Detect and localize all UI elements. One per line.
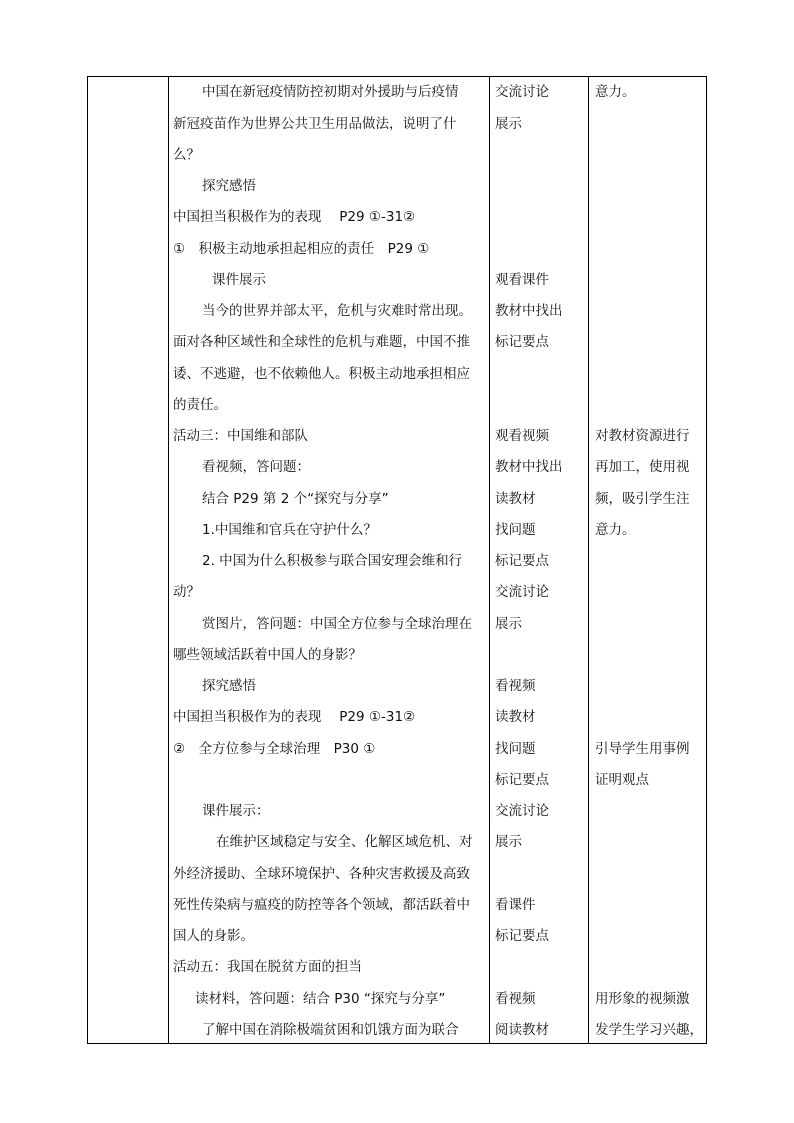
content-line: 活动三：中国维和部队 bbox=[173, 428, 308, 444]
content-line: 国人的身影。 bbox=[173, 928, 254, 944]
student-activity-line: 标记要点 bbox=[495, 553, 549, 569]
design-intent-line: 对教材资源进行 bbox=[595, 428, 690, 444]
content-line: 么？ bbox=[173, 147, 200, 163]
content-line: 的责任。 bbox=[173, 397, 227, 413]
design-intent-line: 发学生学习兴趣， bbox=[595, 1022, 703, 1038]
design-intent-line: 频，吸引学生注 bbox=[595, 491, 690, 507]
student-activity-line: 找问题 bbox=[495, 522, 536, 538]
design-intent-line: 意力。 bbox=[595, 522, 636, 538]
content-line: 探究感悟 bbox=[202, 178, 256, 194]
content-line: 探究感悟 bbox=[202, 678, 256, 694]
content-line: ① 积极主动地承担起相应的责任 P29 ① bbox=[173, 241, 430, 257]
content-line: 中国在新冠疫情防控初期对外援助与后疫情 bbox=[202, 84, 459, 100]
content-line: 了解中国在消除极端贫困和饥饿方面为联合 bbox=[202, 1022, 459, 1038]
content-line: 哪些领域活跃着中国人的身影？ bbox=[173, 647, 362, 663]
student-activity-line: 读教材 bbox=[495, 709, 536, 725]
content-line: 诿、不逃避，也不依赖他人。积极主动地承担相应 bbox=[173, 366, 470, 382]
content-line: 新冠疫苗作为世界公共卫生用品做法，说明了什 bbox=[173, 116, 457, 132]
student-activity-line: 看课件 bbox=[495, 897, 536, 913]
student-activity-line: 观看课件 bbox=[495, 272, 549, 288]
content-line: 面对各种区域性和全球性的危机与难题，中国不推 bbox=[173, 334, 470, 350]
student-activity-line: 交流讨论 bbox=[495, 584, 549, 600]
student-activity-line: 看视频 bbox=[495, 678, 536, 694]
student-activity-line: 展示 bbox=[495, 616, 522, 632]
design-intent-line: 意力。 bbox=[595, 84, 636, 100]
content-line: 中国担当积极作为的表现 P29 ①-31② bbox=[173, 709, 416, 725]
content-line: 外经济援助、全球环境保护、各种灾害救援及高致 bbox=[173, 866, 470, 882]
design-intent-cell bbox=[589, 77, 707, 1043]
student-activity-line: 交流讨论 bbox=[495, 803, 549, 819]
student-activity-line: 交流讨论 bbox=[495, 84, 549, 100]
content-line: 动？ bbox=[173, 584, 200, 600]
design-intent-line: 引导学生用事例 bbox=[595, 741, 690, 757]
content-line: 看视频，答问题： bbox=[202, 459, 310, 475]
design-intent-line: 再加工，使用视 bbox=[595, 459, 690, 475]
design-intent-line: 用形象的视频激 bbox=[595, 991, 690, 1007]
content-line: 赏图片，答问题：中国全方位参与全球治理在 bbox=[202, 616, 472, 632]
content-line: 课件展示： bbox=[202, 803, 270, 819]
student-activity-line: 读教材 bbox=[495, 491, 536, 507]
content-line: ② 全方位参与全球治理 P30 ① bbox=[173, 741, 376, 757]
student-activity-line: 看视频 bbox=[495, 991, 536, 1007]
content-line: 结合 P29 第 2 个“探究与分享” bbox=[202, 491, 389, 507]
student-activity-line: 展示 bbox=[495, 834, 522, 850]
design-intent-line: 证明观点 bbox=[595, 772, 649, 788]
student-activity-line: 教材中找出 bbox=[495, 303, 563, 319]
content-line: 中国担当积极作为的表现 P29 ①-31② bbox=[173, 209, 416, 225]
student-activity-line: 标记要点 bbox=[495, 334, 549, 350]
content-line: 在维护区域稳定与安全、化解区域危机、对 bbox=[216, 834, 473, 850]
student-activity-cell bbox=[490, 77, 588, 1043]
lesson-plan-table bbox=[87, 76, 707, 1044]
student-activity-line: 展示 bbox=[495, 116, 522, 132]
content-line: 课件展示 bbox=[212, 272, 266, 288]
content-line: 读材料，答问题：结合 P30 “探究与分享” bbox=[195, 991, 446, 1007]
student-activity-line: 观看视频 bbox=[495, 428, 549, 444]
student-activity-line: 阅读教材 bbox=[495, 1022, 549, 1038]
teaching-content-cell bbox=[169, 77, 489, 1043]
content-line: 死性传染病与瘟疫的防控等各个领域，都活跃着中 bbox=[173, 897, 470, 913]
content-line: 活动五：我国在脱贫方面的担当 bbox=[173, 959, 362, 975]
student-activity-line: 标记要点 bbox=[495, 928, 549, 944]
content-line: 当今的世界并部太平，危机与灾难时常出现。 bbox=[202, 303, 472, 319]
blank-cell bbox=[88, 77, 168, 1043]
content-line: 2. 中国为什么积极参与联合国安理会维和行 bbox=[202, 553, 463, 569]
student-activity-line: 教材中找出 bbox=[495, 459, 563, 475]
content-line: 1.中国维和官兵在守护什么？ bbox=[202, 522, 377, 538]
student-activity-line: 标记要点 bbox=[495, 772, 549, 788]
student-activity-line: 找问题 bbox=[495, 741, 536, 757]
